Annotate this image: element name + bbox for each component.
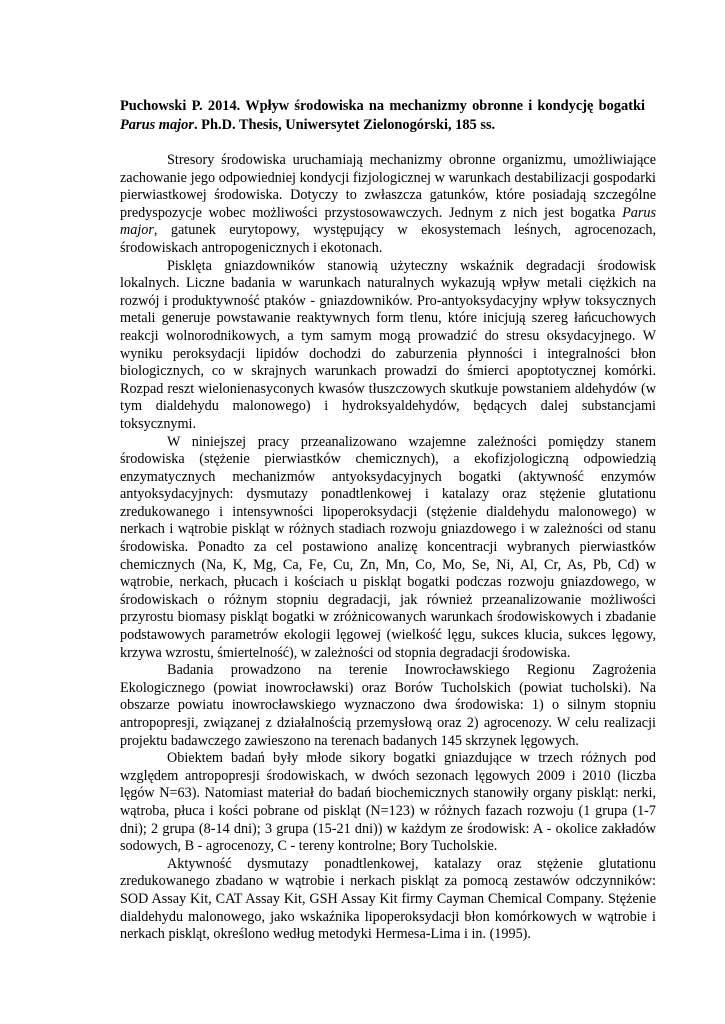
paragraph-1-text-b: , gatunek eurytopowy, występujący w ekosystemach leśnych, agrocenozach, środowiskach antropogenicznych i ekotonach. bbox=[120, 222, 656, 256]
citation-source: . Ph.D. Thesis, Uniwersytet Zielonogórski, 185 ss. bbox=[193, 117, 496, 133]
paragraph-5: Obiektem badań były młode sikory bogatki gniazdujące w trzech różnych pod względem antropopresji środowiskach, w dwóch sezonach lęgowych 2009 i 2010 (liczba lęgów N=63). Natomiast materiał do badań biochemicznych stanowiły organy piskląt: nerki, wątroba, płuca i kości pobrane od piskląt (N=123) w różnych fazach rozwoju (1 grupa (1-7 dni); 2 grupa (8-14 dni); 3 grupa (15-21 dni)) w każdym ze środowisk: A - okolice zakładów sodowych, B - agrocenozy, C - tereny kontrolne; Bory Tucholskie. bbox=[120, 750, 656, 855]
paragraph-6: Aktywność dysmutazy ponadtlenkowej, katalazy oraz stężenie glutationu zredukowanego zbadano w wątrobie i nerkach piskląt za pomocą zestawów odczynników: SOD Assay Kit, CAT Assay Kit, GSH Assay Kit firmy Cayman Chemical Company. Stężenie dialdehydu malonowego, jako wskaźnika lipoperoksydacji błon komórkowych w wątrobie i nerkach piskląt, określono według metodyki Hermesa-Lima i in. (1995). bbox=[120, 855, 656, 943]
paragraph-3: W niniejszej pracy przeanalizowano wzajemne zależności pomiędzy stanem środowiska (stężenie pierwiastków chemicznych), a ekofizjologiczną odpowiedzią enzymatycznych mechanizmów antyoksydacyjnych bogatki (aktywność enzymów antyoksydacyjnych: dysmutazy ponadtlenkowej i katalazy oraz stężenie glutationu zredukowanego i intensywności lipoperoksydacji (stężenie dialdehydu malonowego) w nerkach i wątrobie piskląt w różnych stadiach rozwoju gniazdowego i w zależności od stanu środowiska. Ponadto za cel postawiono analizę koncentracji wybranych pierwiastków chemicznych (Na, K, Mg, Ca, Fe, Cu, Zn, Mn, Co, Mo, Se, Ni, Al, Cr, As, Pb, Cd) w wątrobie, nerkach, płucach i kościach u piskląt bogatki podczas rozwoju gniazdowego, w środowiskach o różnym stopniu degradacji, jak również przeanalizowanie możliwości przyrostu biomasy piskląt bogatki w zróżnicowanych warunkach środowiskowych i zbadanie podstawowych parametrów ekologii lęgowej (wielkość lęgu, sukces klucia, sukces lęgowy, krzywa wzrostu, śmiertelność), w zależności od stopnia degradacji środowiska. bbox=[120, 433, 656, 661]
citation-header bbox=[120, 97, 645, 135]
paragraph-4: Badania prowadzono na terenie Inowrocławskiego Regionu Zagrożenia Ekologicznego (powiat inowrocławski) oraz Borów Tucholskich (powiat tucholski). Na obszarze powiatu inowrocławskiego wyznaczono dwa środowiska: 1) o silnym stopniu antropopresji, związanej z działalnością przemysłową oraz 2) agrocenozy. W celu realizacji projektu badawczego zawieszono na terenach badanych 145 skrzynek lęgowych. bbox=[120, 662, 656, 749]
citation-species: Parus major bbox=[120, 117, 194, 133]
paragraph-1 bbox=[120, 152, 656, 258]
abstract-body bbox=[120, 152, 656, 944]
citation-text: Puchowski P. 2014. Wpływ środowiska na mechanizmy obronne i kondycję bogatki bbox=[120, 98, 645, 114]
paragraph-1-species: Parus major bbox=[120, 204, 656, 239]
paragraph-1-text-a: Stresory środowiska uruchamiają mechanizmy obronne organizmu, umożliwiające zachowanie jego odpowiedniej kondycji fizjologicznej w warunkach destabilizacji gospodarki pierwiastkowej środowiska. Dotyczy to zwłaszcza gatunków, które posiadają szczególne predyspozycje wobec możliwości przystosowawczych. Jednym z nich jest bogatka bbox=[120, 152, 656, 221]
paragraph-2: Pisklęta gniazdowników stanowią użyteczny wskaźnik degradacji środowisk lokalnych. Liczne badania w warunkach naturalnych wykazują wpływ metali ciężkich na rozwój i produktywność ptaków - gniazdowników. Pro-antyoksydacyjny wpływ toksycznych metali generuje powstawanie reaktywnych form tlenu, które inicjują szereg łańcuchowych reakcji wolnorodnikowych, a tym samym mogą prowadzić do stresu oksydacyjnego. W wyniku peroksydacji lipidów dochodzi do zaburzenia płynności i integralności błon biologicznych, co w skrajnych warunkach prowadzi do śmierci apoptotycznej komórki. Rozpad reszt wielonienasyconych kwasów tłuszczowych skutkuje powstaniem aldehydów (w tym dialdehydu malonowego) i hydroksyaldehydów, będących dalej substancjami toksycznymi. bbox=[120, 257, 656, 432]
